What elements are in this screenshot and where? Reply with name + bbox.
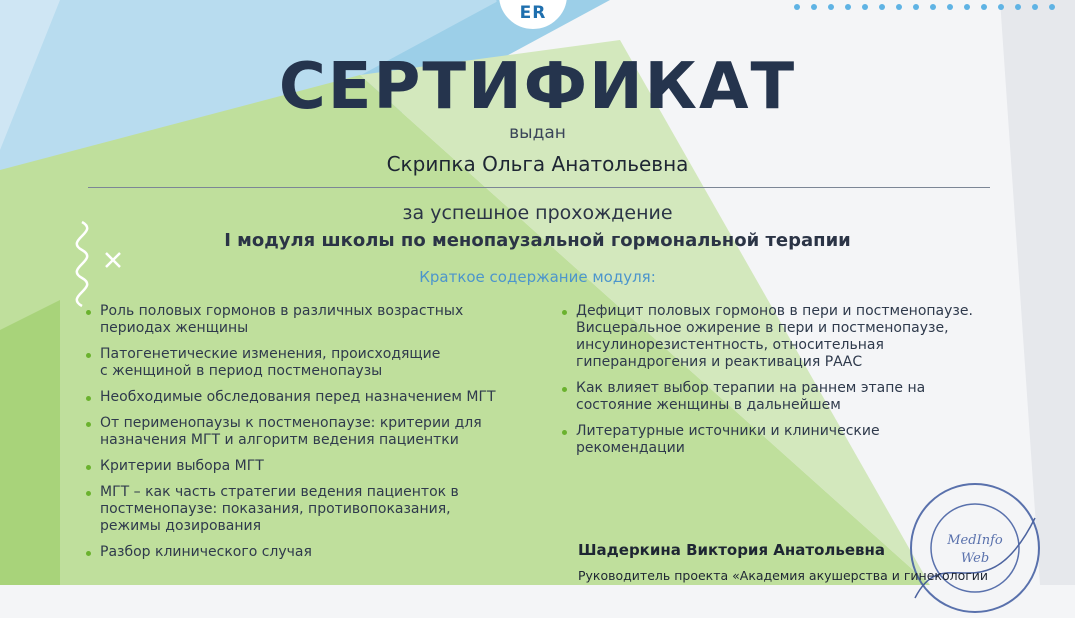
topic-item: МГТ – как часть стратегии ведения пациенток в постменопаузе: показания, противопоказания, режимы дозирования — [86, 484, 526, 535]
signatory-role: Руководитель проекта «Академия акушерства и гинекологии — [578, 568, 989, 583]
certificate-title: СЕРТИФИКАТ — [278, 50, 797, 124]
topic-item: Как влияет выбор терапии на раннем этапе на состояние женщины в дальнейшем — [562, 380, 982, 414]
topic-item: Разбор клинического случая — [86, 544, 526, 561]
topic-item: Литературные источники и клинические рекомендации — [562, 423, 982, 457]
passed-label: за успешное прохождение — [402, 202, 673, 224]
dot-row-decoration — [794, 4, 1055, 10]
issued-label: выдан — [509, 123, 566, 143]
signatory-name: Шадеркина Виктория Анатольевна — [578, 541, 886, 559]
divider-line — [88, 187, 990, 188]
module-title: I модуля школы по менопаузальной гормональной терапии — [224, 230, 851, 251]
logo-text: ER — [519, 3, 547, 23]
topic-item: Дефицит половых гормонов в пери и постменопаузе. Висцеральное ожирение в пери и постменопаузе, инсулинорезистентность, относительная гиперандрогения и реактивация РААС — [562, 303, 982, 371]
topic-item: Необходимые обследования перед назначением МГТ — [86, 389, 526, 406]
topics-list-left — [86, 303, 526, 570]
topic-item: Критерии выбора МГТ — [86, 458, 526, 475]
recipient-name: Скрипка Ольга Анатольевна — [386, 152, 689, 176]
svg-text:Web: Web — [960, 551, 990, 566]
summary-heading: Краткое содержание модуля: — [419, 268, 656, 286]
topic-item: От перименопаузы к постменопаузе: критерии для назначения МГТ и алгоритм ведения пациентки — [86, 415, 526, 449]
seal-stamp — [905, 478, 1045, 618]
topic-item: Роль половых гормонов в различных возрастных периодах женщины — [86, 303, 526, 337]
topics-list-right — [562, 303, 982, 466]
topic-item: Патогенетические изменения, происходящие с женщиной в период постменопаузы — [86, 346, 526, 380]
logo-badge — [496, 0, 570, 32]
svg-text:MedInfo: MedInfo — [947, 533, 1003, 548]
